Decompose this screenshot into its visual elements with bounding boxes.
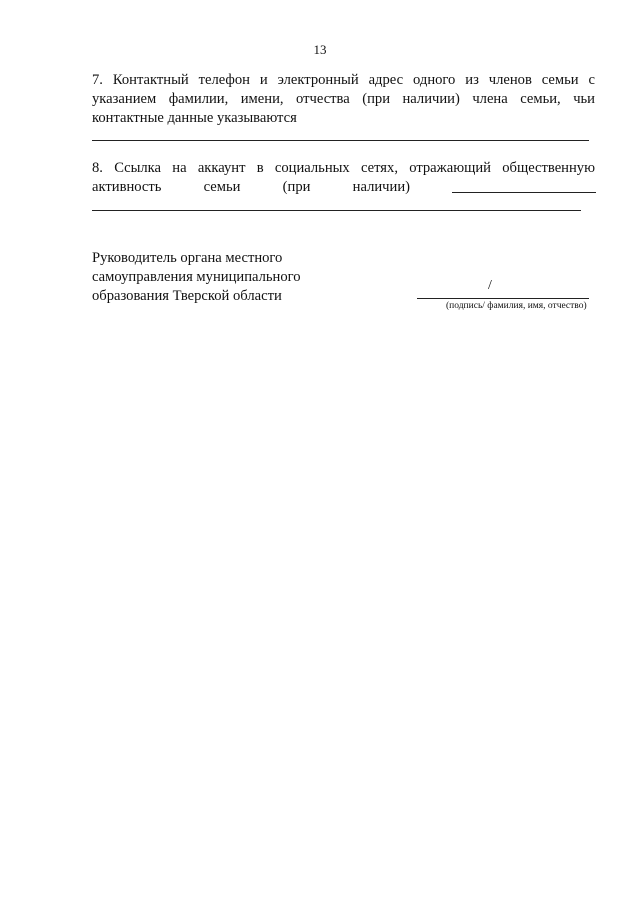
signatory-title-line-2: самоуправления муниципального	[92, 269, 301, 285]
signature-slash: /	[488, 278, 492, 293]
signature-line	[417, 298, 589, 299]
item-8-inline-fill-line	[452, 192, 596, 193]
item-8-fill-line	[92, 210, 581, 211]
page-number: 13	[313, 42, 327, 57]
item-8-line-2: активность семьи (при наличии)	[92, 179, 410, 195]
item-7-line-3: контактные данные указываются	[92, 110, 297, 126]
signatory-title-line-1: Руководитель органа местного	[92, 250, 283, 266]
item-7-line-1: 7. Контактный телефон и электронный адрес одного из членов семьи с	[92, 72, 595, 88]
signatory-title-line-3: образования Тверской области	[92, 288, 282, 304]
signature-caption: (подпись/ фамилия, имя, отчество)	[446, 301, 587, 311]
signatory-title	[92, 249, 301, 306]
item-7-contact-info	[92, 71, 595, 128]
item-7-fill-line	[92, 140, 589, 141]
item-7-line-2: указанием фамилии, имени, отчества (при наличии) члена семьи, чьи	[92, 91, 595, 107]
item-8-line-1: 8. Ссылка на аккаунт в социальных сетях, отражающий общественную	[92, 160, 595, 176]
